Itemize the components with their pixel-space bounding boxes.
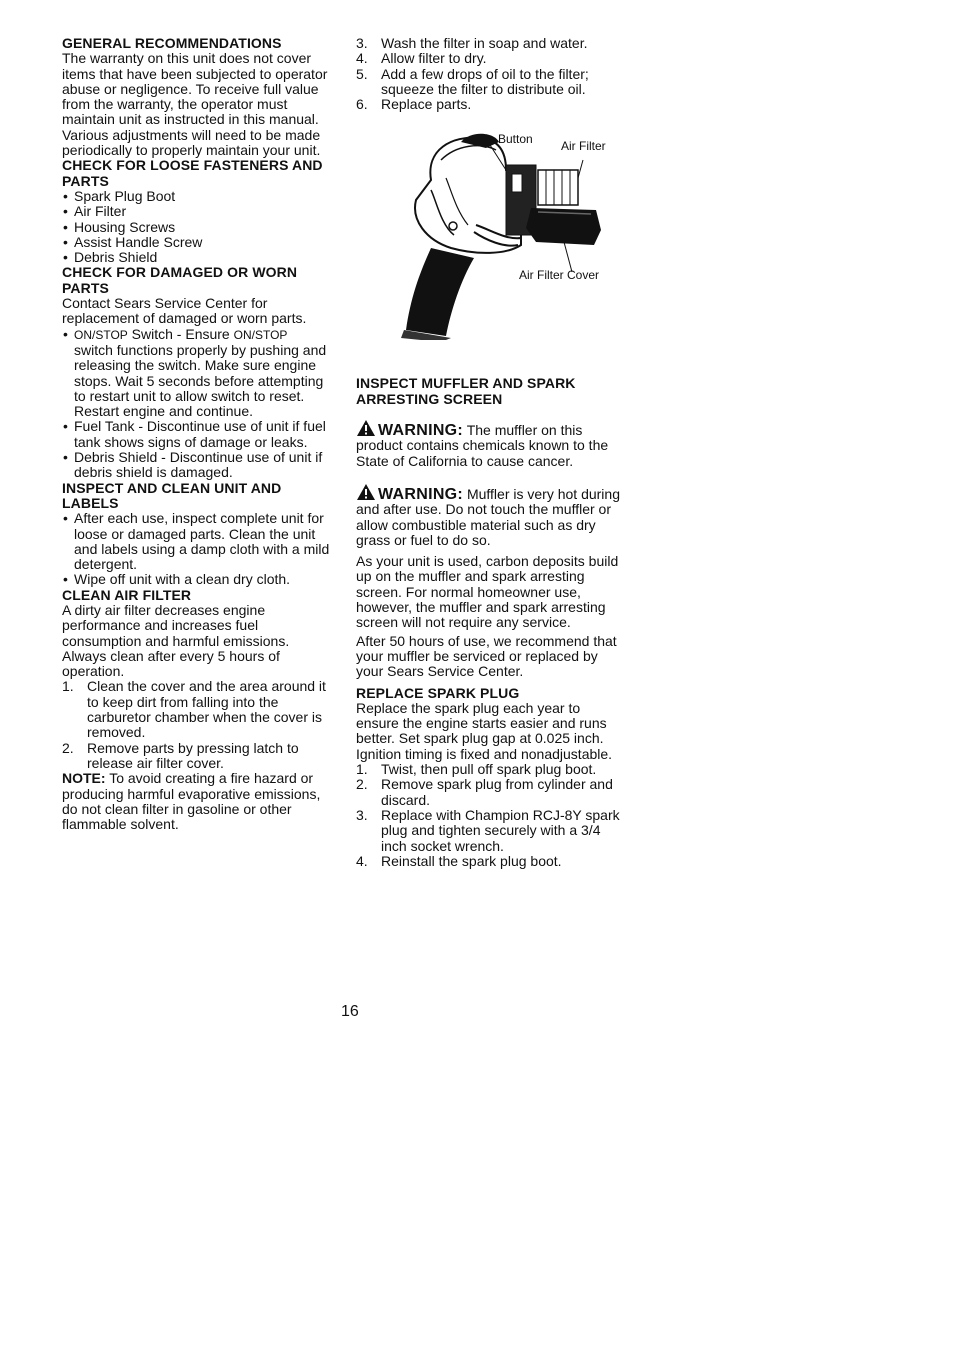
trimmer-engine-illustration bbox=[356, 130, 626, 340]
step-number: 3. bbox=[356, 35, 368, 51]
list-item bbox=[356, 51, 626, 66]
step-text: Remove spark plug from cylinder and discard. bbox=[381, 776, 613, 808]
figure-label-button: Button bbox=[498, 132, 533, 147]
switch-text-b: switch functions properly by pushing and releasing the switch. Make sure engine stops. Wait 5 seconds before attempting to restart unit to allow switch to reset. Restart engine and continue. bbox=[74, 341, 327, 420]
left-column bbox=[62, 36, 330, 832]
list-item bbox=[356, 854, 626, 869]
step-number: 1. bbox=[356, 761, 368, 778]
list-item: • Housing Screws bbox=[62, 220, 330, 235]
heading-check-damaged-parts: CHECK FOR DAMAGED OR WORN PARTS bbox=[62, 264, 298, 296]
heading-replace-spark-plug: REPLACE SPARK PLUG bbox=[356, 684, 520, 701]
list-item bbox=[62, 679, 330, 740]
spacer bbox=[356, 469, 626, 483]
list-item: • Debris Shield bbox=[62, 250, 330, 265]
list-item-switch bbox=[62, 327, 330, 420]
warning-triangle-icon bbox=[356, 483, 376, 501]
heading-clean-air-filter: CLEAN AIR FILTER bbox=[62, 586, 192, 603]
list-item-fuel-tank: • Fuel Tank - Discontinue use of unit if fuel tank shows signs of damage or leaks. bbox=[62, 419, 330, 450]
warning-triangle-icon bbox=[356, 419, 376, 437]
on-stop-label: ON/STOP bbox=[233, 327, 288, 342]
figure-label-air-filter-cover: Air Filter Cover bbox=[519, 268, 600, 283]
step-number: 1. bbox=[62, 678, 74, 695]
air-filter-figure bbox=[356, 130, 626, 340]
step-text: Wash the filter in soap and water. bbox=[381, 35, 588, 51]
heading-inspect-clean-unit: INSPECT AND CLEAN UNIT AND LABELS bbox=[62, 479, 282, 511]
step-text: Twist, then pull off spark plug boot. bbox=[381, 761, 597, 778]
right-column bbox=[356, 36, 626, 869]
step-text: Add a few drops of oil to the filter; squeeze the filter to distribute oil. bbox=[381, 65, 589, 97]
list-item bbox=[356, 36, 626, 51]
list-item bbox=[356, 808, 626, 854]
on-stop-label: ON/STOP bbox=[74, 327, 128, 342]
step-number: 5. bbox=[356, 65, 368, 82]
note-text: To avoid creating a fire hazard or producing harmful evaporative emissions, do not clean filter in gasoline or other flammable solvent. bbox=[62, 770, 321, 833]
list-item-debris-shield: • Debris Shield - Discontinue use of unit if debris shield is damaged. bbox=[62, 450, 330, 481]
damaged-parts-list bbox=[62, 327, 330, 481]
spark-plug-steps bbox=[356, 762, 626, 869]
list-item: • Spark Plug Boot bbox=[62, 189, 330, 204]
figure-label-air-filter: Air Filter bbox=[561, 139, 606, 154]
warning-label: WARNING: bbox=[378, 422, 464, 440]
list-item bbox=[356, 762, 626, 777]
step-number: 2. bbox=[62, 739, 74, 756]
spark-plug-text: Replace the spark plug each year to ensure the engine starts easier and runs better. Set spark plug gap at 0.025 inch. Ignition timing is fixed and nonadjustable. bbox=[356, 699, 613, 762]
damaged-parts-text: Contact Sears Service Center for replacement of damaged or worn parts. bbox=[62, 295, 307, 327]
warning-label: WARNING: bbox=[378, 485, 464, 503]
step-text: Clean the cover and the area around it to keep dirt from falling into the carburetor chamber when the cover is removed. bbox=[87, 678, 326, 741]
step-text: Remove parts by pressing latch to release air filter cover. bbox=[87, 739, 299, 771]
general-recommendations-text: The warranty on this unit does not cover items that have been subjected to operator abuse or negligence. To receive full value from the warranty, the operator must maintain unit as instructed in this manual. Various adjustments will need to be made periodically to properly maintain your unit. bbox=[62, 50, 328, 159]
warning-text: Muffler is very hot during and after use. Do not touch the muffler or allow combustible material such as dry grass or fuel to do so. bbox=[356, 485, 620, 548]
step-number: 4. bbox=[356, 50, 368, 67]
step-number: 4. bbox=[356, 852, 368, 869]
inspect-list bbox=[62, 511, 330, 587]
warning-text: The muffler on this product contains chemicals known to the State of California to cause cancer. bbox=[356, 422, 609, 469]
list-item bbox=[356, 777, 626, 808]
list-item bbox=[62, 741, 330, 772]
carbon-deposits-text: As your unit is used, carbon deposits build up on the muffler and spark arresting screen. For normal homeowner use, however, the muffler and spark arresting screen will not require any service. bbox=[356, 553, 619, 631]
note-label: NOTE: bbox=[62, 770, 106, 787]
step-text: Reinstall the spark plug boot. bbox=[381, 852, 562, 869]
air-filter-steps bbox=[62, 679, 330, 771]
step-text: Replace with Champion RCJ-8Y spark plug and tighten securely with a 3/4 inch socket wrench. bbox=[381, 806, 620, 854]
switch-text-a: Switch - Ensure bbox=[127, 325, 234, 342]
heading-inspect-muffler: INSPECT MUFFLER AND SPARK ARRESTING SCREEN bbox=[356, 375, 576, 407]
note bbox=[62, 771, 330, 832]
air-filter-text: A dirty air filter decreases engine performance and increases fuel consumption and harmful emissions. Always clean after every 5 hours of operation. bbox=[62, 601, 290, 680]
page-number: 16 bbox=[341, 1003, 359, 1020]
list-item bbox=[356, 67, 626, 98]
list-item: • After each use, inspect complete unit for loose or damaged parts. Clean the unit and labels using a damp cloth with a mild detergent. bbox=[62, 511, 330, 572]
list-item bbox=[356, 97, 626, 112]
air-filter-steps-continued bbox=[356, 36, 626, 112]
heading-check-loose-fasteners: CHECK FOR LOOSE FASTENERS AND PARTS bbox=[62, 157, 323, 189]
heading-general-recommendations: GENERAL RECOMMENDATIONS bbox=[62, 35, 282, 51]
step-text: Replace parts. bbox=[381, 96, 472, 113]
fasteners-list bbox=[62, 189, 330, 265]
list-item: • Assist Handle Screw bbox=[62, 235, 330, 250]
step-number: 2. bbox=[356, 776, 368, 793]
list-item: • Air Filter bbox=[62, 204, 330, 219]
fifty-hours-text: After 50 hours of use, we recommend that your muffler be serviced or replaced by your Sears Service Center. bbox=[356, 632, 617, 680]
warning-hot-muffler bbox=[356, 483, 626, 548]
spacer bbox=[356, 407, 626, 419]
step-number: 3. bbox=[356, 806, 368, 823]
list-item: • Wipe off unit with a clean dry cloth. bbox=[62, 572, 330, 587]
step-text: Allow filter to dry. bbox=[381, 50, 487, 67]
spacer bbox=[356, 340, 626, 376]
step-number: 6. bbox=[356, 96, 368, 113]
warning-cancer bbox=[356, 419, 626, 469]
